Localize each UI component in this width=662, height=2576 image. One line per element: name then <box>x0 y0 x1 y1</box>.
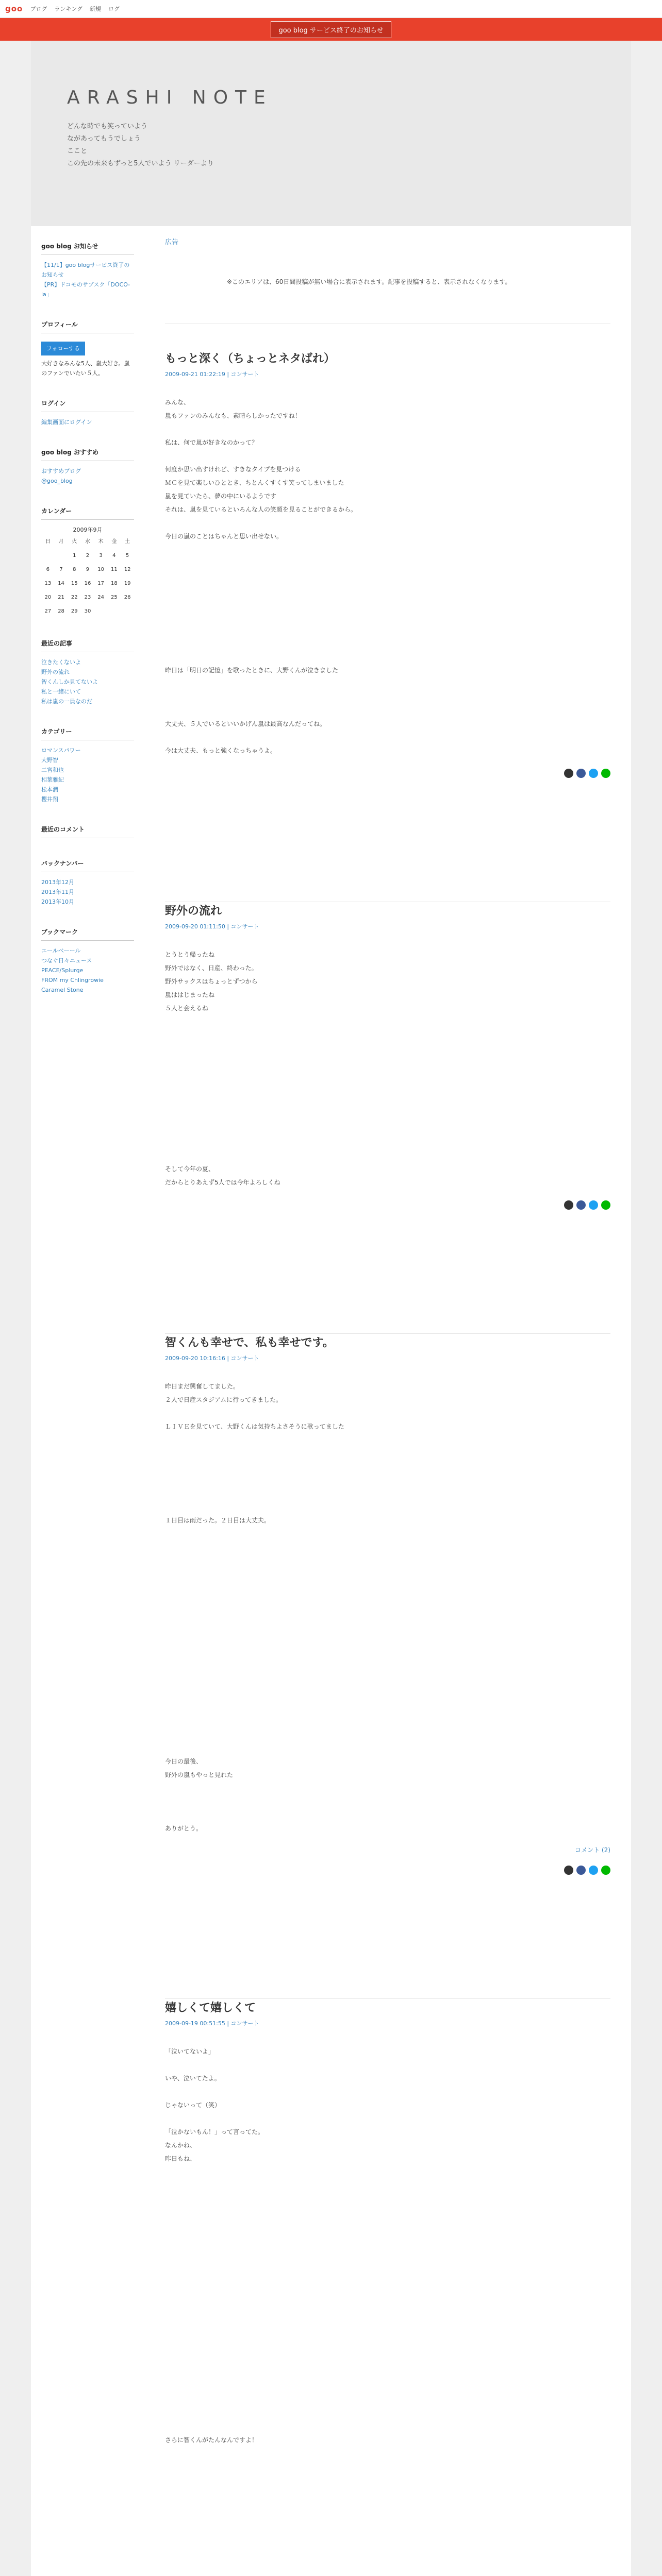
entry-paragraph <box>165 1661 610 1674</box>
bookmark-heading: ブックマーク <box>41 927 134 941</box>
recent-entry-link[interactable]: 私と一緒にいて <box>41 688 81 695</box>
backnumber-link[interactable]: 2013年11月 <box>41 889 74 895</box>
bookmark-link[interactable]: FROM my Chlingrowie <box>41 977 104 984</box>
entry-paragraph: 野外ではなく、日産、終わった。 <box>165 964 258 972</box>
bookmark-link[interactable]: Caramel Stone <box>41 987 84 993</box>
category-link[interactable]: 二宮和也 <box>41 767 64 773</box>
share-line-icon[interactable] <box>601 1200 610 1210</box>
blog-header <box>31 41 631 226</box>
calendar-day[interactable]: 5 <box>125 553 129 558</box>
share-facebook-icon[interactable] <box>576 1866 586 1875</box>
calendar-day[interactable]: 11 <box>111 567 118 572</box>
category-link[interactable]: ロマンスパワー <box>41 747 81 754</box>
entry-paragraph <box>165 1082 610 1095</box>
entry-paragraph <box>165 1540 610 1554</box>
entry-title[interactable]: 智くんも幸せで、私も幸せです。 <box>165 1336 334 1349</box>
entry-paragraph <box>165 731 610 744</box>
notice-link[interactable]: 【PR】ドコモのサブスク「DOCO-ia」 <box>41 281 130 298</box>
share-x-icon[interactable] <box>564 1866 573 1875</box>
entry-paragraph <box>165 2460 610 2473</box>
entry-separator <box>165 1901 610 1999</box>
blog-entry <box>165 324 610 778</box>
entry-paragraph <box>165 2112 610 2125</box>
entry-paragraph: ５人と会えるね <box>165 1005 209 1012</box>
entry-paragraph <box>165 597 610 610</box>
entry-paragraph <box>165 1808 610 1822</box>
entry-date[interactable]: 2009-09-19 00:51:55 | コンサート <box>165 2020 259 2027</box>
calendar-day[interactable]: 1 <box>73 553 76 558</box>
entry-paragraph <box>165 1109 610 1122</box>
sidebar <box>31 226 144 2576</box>
entry-body <box>165 2045 610 2576</box>
entry-paragraph: さらに智くんがたんなんですよ！ <box>165 2436 258 2444</box>
entry-paragraph <box>165 1782 610 1795</box>
calendar-day[interactable]: 9 <box>86 567 90 572</box>
content-wrapper <box>31 226 631 2576</box>
calendar-day[interactable]: 13 <box>44 581 52 586</box>
entry-paragraph: 嵐もファンのみんなも、素晴らしかったですね！ <box>165 412 301 419</box>
entry-paragraph <box>165 2286 610 2299</box>
calendar-day[interactable]: 19 <box>124 581 131 586</box>
entry-paragraph: ありがとう。 <box>165 1825 203 1832</box>
entry-paragraph: 何度か思い出すけれど、すきなタイプを見つける <box>165 466 301 473</box>
entry-paragraph: 今は大丈夫、もっと強くなっちゃうよ。 <box>165 747 277 754</box>
entry-paragraph <box>165 637 610 650</box>
share-buttons <box>165 1200 610 1210</box>
entry-paragraph: だからとりあえず5人では今年よろしくね <box>165 1179 280 1186</box>
share-x-icon[interactable] <box>564 769 573 778</box>
entry-title[interactable]: 嬉しくて嬉しくて <box>165 2002 256 2014</box>
calendar-day[interactable]: 24 <box>97 595 105 600</box>
entry-paragraph <box>165 1069 610 1082</box>
entry-paragraph <box>165 1581 610 1594</box>
entry-paragraph <box>165 1621 610 1634</box>
entry-paragraph <box>165 1715 610 1728</box>
bookmark-link[interactable]: エールベーール <box>41 947 81 954</box>
entry-paragraph: ＬＩＶＥを見ていて、大野くんは気持ちよさそうに歌ってました <box>165 1423 344 1430</box>
blog-title[interactable]: ARASHI NOTE <box>67 87 273 108</box>
calendar-day[interactable]: 2 <box>86 553 90 558</box>
entry-paragraph: 今日の嵐のことはちゃんと思い出せない。 <box>165 533 283 540</box>
desc-line: ここと <box>67 147 88 155</box>
recent-entry-link[interactable]: 智くんしか見てないよ <box>41 679 98 685</box>
calendar-day[interactable] <box>94 604 108 618</box>
recent-entry-link[interactable]: 泣きたくないよ <box>41 659 81 666</box>
entry-paragraph <box>165 2206 610 2219</box>
entry-date[interactable]: 2009-09-20 10:16:16 | コンサート <box>165 1355 259 1362</box>
entry-paragraph <box>165 1095 610 1109</box>
follow-button[interactable]: フォローする <box>41 342 85 355</box>
entry-paragraph <box>165 1567 610 1581</box>
weekday-label: 土 <box>125 539 130 545</box>
entry-title[interactable]: 野外の流れ <box>165 905 222 918</box>
entry-paragraph <box>165 2179 610 2192</box>
entry-body <box>165 396 610 757</box>
main-column <box>144 226 631 2576</box>
entry-paragraph <box>165 422 610 436</box>
goo-link-1[interactable]: ランキング <box>54 6 83 12</box>
entry-paragraph: 嵐を見ていたら、夢の中にいるようです <box>165 493 277 500</box>
entry-paragraph <box>165 1122 610 1136</box>
entry-paragraph <box>165 2500 610 2514</box>
entry-paragraph <box>165 1028 610 1042</box>
weekday-label: 水 <box>85 539 90 545</box>
entry-paragraph <box>165 704 610 717</box>
entry-paragraph <box>165 1500 610 1514</box>
entry-paragraph <box>165 2393 610 2406</box>
entry-paragraph: 「泣いてないよ」 <box>165 2048 215 2055</box>
entry-paragraph <box>165 1055 610 1069</box>
comment-link[interactable]: コメント (2) <box>575 1846 610 1854</box>
weekday-label: 木 <box>98 539 104 545</box>
entry-paragraph: ２人で日産スタジアムに行ってきました。 <box>165 1396 283 1403</box>
entry-paragraph <box>165 1473 610 1487</box>
category-heading: カテゴリー <box>41 727 134 740</box>
category-link[interactable]: 櫻井翔 <box>41 796 58 803</box>
recent-entry-link[interactable]: 私は嵐の一員なのだ <box>41 698 92 705</box>
calendar-day[interactable]: 8 <box>73 567 76 572</box>
share-twitter-icon[interactable] <box>589 769 598 778</box>
share-facebook-icon[interactable] <box>576 1200 586 1210</box>
entry-paragraph: 昨日まだ興奮してました。 <box>165 1383 240 1390</box>
entry-paragraph <box>165 2540 610 2554</box>
calendar-day[interactable]: 12 <box>124 567 131 572</box>
ad-label: 広告 <box>165 239 179 246</box>
entry-paragraph: なんかね、 <box>165 2142 196 2149</box>
entry-paragraph <box>165 690 610 704</box>
entry-paragraph: 昨日もね、 <box>165 2155 196 2162</box>
entry-paragraph <box>165 2340 610 2353</box>
entry-paragraph: いや、泣いてたよ。 <box>165 2075 221 2082</box>
entry-paragraph <box>165 556 610 570</box>
weekday-label: 日 <box>45 539 51 545</box>
category-link[interactable]: 相葉雅紀 <box>41 776 64 783</box>
calendar-day[interactable]: 6 <box>46 567 50 572</box>
entry-paragraph <box>165 1607 610 1621</box>
entry-paragraph <box>165 2487 610 2500</box>
calendar-day[interactable]: 3 <box>99 553 103 558</box>
share-facebook-icon[interactable] <box>576 769 586 778</box>
calendar-day[interactable]: 10 <box>97 567 105 572</box>
entry-paragraph <box>165 2366 610 2380</box>
entry-paragraph <box>165 2420 610 2433</box>
entry-paragraph <box>165 1795 610 1808</box>
profile-heading: プロフィール <box>41 320 134 333</box>
entry-paragraph <box>165 1487 610 1500</box>
desc-line: ながあってもうでしょう <box>67 135 141 143</box>
entry-paragraph <box>165 677 610 690</box>
recent-entry-link[interactable]: 野外の流れ <box>41 669 70 675</box>
entry-paragraph <box>165 1648 610 1661</box>
weekday-label: 金 <box>111 539 117 545</box>
entry-paragraph <box>165 1634 610 1648</box>
entry-separator <box>165 804 610 902</box>
calendar-heading: カレンダー <box>41 506 134 520</box>
entry-paragraph: 大丈夫、５人でいるといいかげん嵐は最高なんだってね。 <box>165 720 326 727</box>
entry-paragraph <box>165 1406 610 1420</box>
calendar-day[interactable]: 15 <box>71 581 78 586</box>
calendar-day[interactable] <box>41 549 55 563</box>
notice-heading: goo blog お知らせ <box>41 242 134 255</box>
entry-paragraph: 私は、何で嵐が好きなのかって？ <box>165 439 258 446</box>
entry-paragraph <box>165 2259 610 2273</box>
entry-paragraph <box>165 2085 610 2098</box>
entry-paragraph <box>165 2527 610 2540</box>
share-twitter-icon[interactable] <box>589 1200 598 1210</box>
entry-paragraph: じゃないって（笑） <box>165 2102 221 2109</box>
recommend-link[interactable]: @goo_blog <box>41 478 73 484</box>
share-line-icon[interactable] <box>601 769 610 778</box>
entry-paragraph <box>165 2380 610 2393</box>
calendar-day[interactable]: 22 <box>71 595 78 600</box>
blog-entry <box>165 1210 610 1875</box>
recommend-heading: goo blog おすすめ <box>41 448 134 461</box>
goo-link-0[interactable]: ブログ <box>30 6 47 12</box>
calendar-day[interactable]: 25 <box>111 595 118 600</box>
entry-body <box>165 948 610 1189</box>
blog-description <box>67 121 595 170</box>
entry-paragraph <box>165 449 610 463</box>
entry-paragraph <box>165 2058 610 2072</box>
calendar-day[interactable]: 16 <box>84 581 91 586</box>
backnumber-link[interactable]: 2013年12月 <box>41 879 74 886</box>
entry-paragraph <box>165 1674 610 1688</box>
entry-separator <box>165 1235 610 1334</box>
calendar-day[interactable]: 28 <box>58 608 64 614</box>
share-twitter-icon[interactable] <box>589 1866 598 1875</box>
calendar-day[interactable]: 23 <box>84 595 91 600</box>
calendar-day[interactable]: 7 <box>59 567 63 572</box>
entry-paragraph <box>165 2313 610 2326</box>
goo-topbar <box>0 0 662 18</box>
goo-link-3[interactable]: ログ <box>108 6 120 12</box>
login-heading: ログイン <box>41 399 134 412</box>
goo-logo[interactable]: goo <box>5 4 23 13</box>
entry-paragraph <box>165 2554 610 2567</box>
entry-paragraph <box>165 610 610 623</box>
entry-paragraph <box>165 2406 610 2420</box>
calendar-day[interactable]: 18 <box>111 581 118 586</box>
calendar-day[interactable]: 27 <box>44 608 52 614</box>
entry-paragraph <box>165 2299 610 2313</box>
entry-paragraph <box>165 543 610 556</box>
calendar-table <box>41 535 134 618</box>
entry-paragraph <box>165 2273 610 2286</box>
entry-paragraph: 野外の嵐もやっと見れた <box>165 1771 234 1778</box>
entry-paragraph <box>165 2353 610 2366</box>
calendar-day[interactable]: 26 <box>124 595 131 600</box>
calendar-day[interactable]: 17 <box>97 581 105 586</box>
goo-link-2[interactable]: 新規 <box>90 6 102 12</box>
entry-paragraph <box>165 1594 610 1607</box>
entry-date[interactable]: 2009-09-20 01:11:50 | コンサート <box>165 923 259 930</box>
calendar-day[interactable]: 4 <box>112 553 116 558</box>
profile-text: 大好きなみんな5人、嵐大好き。嵐のファンでいたい５人。 <box>41 360 130 377</box>
share-buttons <box>165 769 610 778</box>
entry-paragraph <box>165 1728 610 1741</box>
desc-line: この先の未来もずっと5人でいよう リーダーより <box>67 160 214 167</box>
entry-paragraph <box>165 516 610 530</box>
entry-title[interactable]: もっと深く（ちょっとネタばれ） <box>165 352 336 365</box>
entry-paragraph <box>165 2514 610 2527</box>
share-line-icon[interactable] <box>601 1866 610 1875</box>
entry-paragraph <box>165 2192 610 2206</box>
category-link[interactable]: 大野智 <box>41 757 58 764</box>
entry-paragraph: 今日の最後、 <box>165 1758 203 1765</box>
recommend-link[interactable]: おすすめブログ <box>41 468 81 474</box>
entry-paragraph <box>165 2567 610 2576</box>
recent-heading: 最近の記事 <box>41 639 134 652</box>
login-link[interactable]: 編集画面にログイン <box>41 419 92 426</box>
ad-area <box>165 226 610 324</box>
calendar-day[interactable]: 21 <box>58 595 64 600</box>
entry-paragraph <box>165 570 610 583</box>
entry-paragraph: 嵐ははじまったね <box>165 991 215 998</box>
weekday-label: 月 <box>58 539 64 545</box>
entry-paragraph <box>165 2219 610 2232</box>
backnumber-link[interactable]: 2013年10月 <box>41 899 74 905</box>
entry-paragraph <box>165 1741 610 1755</box>
entry-paragraph: とうとう帰ったね <box>165 951 215 958</box>
entry-paragraph <box>165 1015 610 1028</box>
entry-paragraph <box>165 1433 610 1447</box>
calendar-month: 2009年9月 <box>73 527 103 533</box>
entry-paragraph <box>165 2326 610 2340</box>
entry-paragraph <box>165 1136 610 1149</box>
entry-paragraph: 野外サックスはちょっとずつから <box>165 978 258 985</box>
entry-paragraph: みんな、 <box>165 399 190 406</box>
entry-paragraph <box>165 650 610 664</box>
calendar-day[interactable] <box>108 604 121 618</box>
entry-paragraph: ＭＣを見て楽しいひととき、ちとんくすくす笑ってしまいました <box>165 479 344 486</box>
calendar-day[interactable]: 14 <box>58 581 64 586</box>
share-x-icon[interactable] <box>564 1200 573 1210</box>
entry-paragraph <box>165 1688 610 1701</box>
entry-paragraph <box>165 1149 610 1162</box>
entry-paragraph <box>165 1701 610 1715</box>
calendar-day[interactable] <box>121 604 134 618</box>
entry-paragraph: それは、嵐を見ているといろんな人の笑顔を見ることができるから。 <box>165 506 357 513</box>
calendar-day[interactable]: 20 <box>44 595 52 600</box>
bookmark-link[interactable]: PEACE/Splurge <box>41 967 84 974</box>
entry-paragraph <box>165 1460 610 1473</box>
calendar-day[interactable] <box>55 549 68 563</box>
entry-paragraph <box>165 623 610 637</box>
entry-paragraph: そして今年の夏、 <box>165 1165 215 1173</box>
entry-paragraph <box>165 2165 610 2179</box>
blog-entry <box>165 1875 610 2576</box>
entry-paragraph <box>165 583 610 597</box>
entry-paragraph <box>165 1527 610 1540</box>
entry-paragraph: １日目は雨だった。２日目は大丈夫。 <box>165 1517 271 1524</box>
notice-link[interactable]: 【11/1】goo blogサービス終了のお知らせ <box>41 262 130 278</box>
entry-paragraph <box>165 2246 610 2259</box>
service-end-banner <box>0 18 662 41</box>
entry-paragraph <box>165 1042 610 1055</box>
weekday-label: 火 <box>72 539 77 545</box>
entry-paragraph: 「泣かないもん！」って言ってた。 <box>165 2128 264 2136</box>
entry-paragraph <box>165 2447 610 2460</box>
share-buttons <box>165 1866 610 1875</box>
desc-line: どんな時でも笑っていよう <box>67 123 148 130</box>
entry-paragraph <box>165 2232 610 2246</box>
comment-heading: 最近のコメント <box>41 825 134 838</box>
entry-paragraph: 昨日は「明日の記憶」を歌ったときに、大野くんが泣きました <box>165 667 339 674</box>
category-link[interactable]: 松本潤 <box>41 786 58 793</box>
calendar-day[interactable]: 29 <box>71 608 78 614</box>
entry-paragraph <box>165 1554 610 1567</box>
entry-paragraph <box>165 1447 610 1460</box>
ad-text: ※このエリアは、60日間投稿が無い場合に表示されます。記事を投稿すると、表示されなくなります。 <box>227 278 511 285</box>
entry-paragraph <box>165 2473 610 2487</box>
blog-entry <box>165 778 610 1210</box>
calendar-day[interactable]: 30 <box>84 608 91 614</box>
bookmark-link[interactable]: つなぐ日々ニュース <box>41 957 92 964</box>
entry-body <box>165 1380 610 1835</box>
entry-date[interactable]: 2009-09-21 01:22:19 | コンサート <box>165 371 259 378</box>
service-end-button[interactable]: goo blog サービス終了のお知らせ <box>271 21 391 38</box>
backnumber-heading: バックナンバー <box>41 859 134 872</box>
